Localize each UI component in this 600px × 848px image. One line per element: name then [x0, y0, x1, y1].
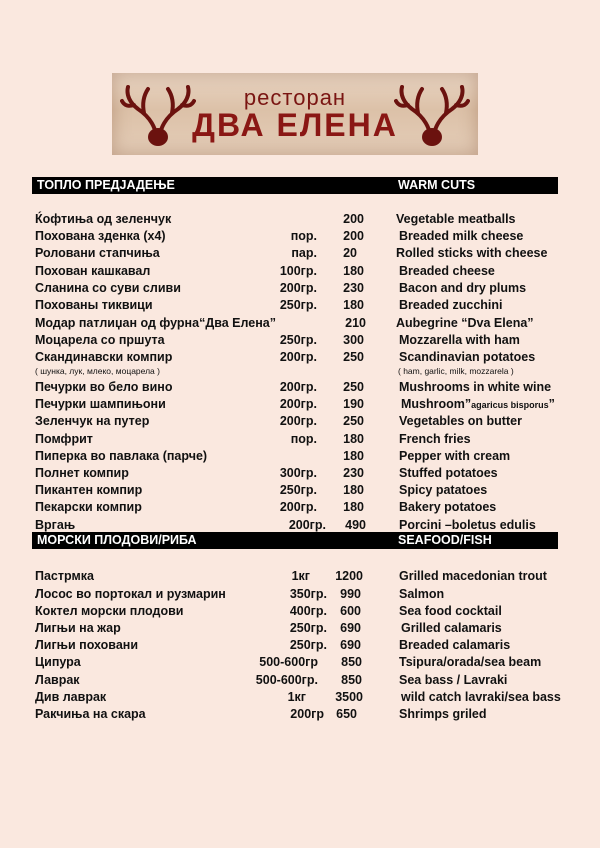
item-name-en-latin: agaricus bisporus	[471, 400, 549, 410]
item-name-en-text: Mushroom”	[401, 397, 472, 411]
item-name-en-text: Rolled sticks with cheese	[396, 246, 548, 260]
item-quantity: 200гр.	[279, 281, 317, 295]
item-name-mk: Похована зденка (x4)	[35, 229, 166, 243]
item-name-en	[399, 413, 522, 430]
item-price: 230	[343, 281, 364, 295]
menu-item-row	[0, 706, 600, 723]
item-price: 180	[343, 483, 364, 497]
item-name-en	[399, 228, 523, 245]
item-name-en-text: Sea bass / Lavraki	[399, 673, 508, 687]
item-name-en-text: Porcini –boletus edulis	[399, 518, 536, 532]
item-price: 180	[343, 500, 364, 514]
item-name-en	[399, 706, 487, 723]
menu-item-row	[0, 654, 600, 671]
logo-subtitle: ресторан	[243, 85, 347, 110]
item-name-en-text: Breaded calamaris	[399, 638, 511, 652]
item-name-en-text: Mushrooms in white wine	[399, 380, 552, 394]
item-name-en	[399, 349, 535, 366]
item-name-mk: Ракчиња на скара	[35, 707, 146, 721]
item-name-en	[399, 654, 541, 671]
item-quantity: 200гр.	[279, 397, 317, 411]
menu-item-row	[0, 280, 600, 297]
item-quantity: 200гр.	[279, 350, 317, 364]
item-name-mk: Похован кашкавал	[35, 264, 151, 278]
item-price: 650	[336, 707, 357, 721]
item-price: 20	[343, 246, 357, 260]
item-name-mk: Сланина со суви сливи	[35, 281, 181, 295]
item-price: 850	[341, 673, 362, 687]
item-name-en	[399, 672, 507, 689]
menu-item-row	[0, 315, 600, 332]
item-quantity: 250гр.	[289, 621, 327, 635]
item-note-mk: ( шунка, лук, млеко, моцарела )	[35, 366, 160, 376]
item-price: 180	[343, 298, 364, 312]
item-name-en	[396, 211, 516, 228]
item-name-mk: Ципура	[35, 655, 81, 669]
menu-item-row	[0, 263, 600, 280]
item-quantity: 250гр.	[279, 333, 317, 347]
item-quantity: 300гр.	[279, 466, 317, 480]
section-title-en: WARM CUTS	[398, 178, 476, 192]
item-name-en-text: Grilled calamaris	[401, 621, 502, 635]
section-header-seafood	[32, 532, 558, 549]
menu-item-row	[0, 245, 600, 262]
item-name-en-text: wild catch lavraki/sea bass	[401, 690, 561, 704]
item-quantity: 200гр.	[279, 380, 317, 394]
item-name-mk: Похованы тиквици	[35, 298, 153, 312]
item-name-mk: Пекарски компир	[35, 500, 142, 514]
item-quantity: 500-600гр	[259, 655, 318, 669]
menu-item-row	[0, 603, 600, 620]
item-name-en-text: Salmon	[399, 587, 445, 601]
item-name-en-text: Grilled macedonian trout	[399, 569, 547, 583]
item-price: 250	[343, 414, 364, 428]
item-price: 1200	[335, 569, 363, 583]
item-price: 250	[343, 350, 364, 364]
item-price: 990	[340, 587, 361, 601]
menu-item-row	[0, 349, 600, 366]
item-name-en	[399, 637, 510, 654]
item-name-mk: Скандинавски компир	[35, 350, 173, 364]
item-price: 180	[343, 432, 364, 446]
item-name-en-text: Mozzarella with ham	[399, 333, 520, 347]
item-price: 180	[343, 449, 364, 463]
section-title-mk: МОРСКИ ПЛОДОВИ/РИБА	[37, 533, 197, 547]
item-name-en-text: Bakery potatoes	[399, 500, 497, 514]
item-price: 690	[340, 638, 361, 652]
item-name-mk: Лигњи поховани	[35, 638, 139, 652]
item-name-mk: Лаврак	[35, 673, 80, 687]
item-name-mk: Див лаврак	[35, 690, 107, 704]
item-name-en-text: Aubegrine “Dva Elena”	[396, 316, 534, 330]
menu-item-row	[0, 297, 600, 314]
item-quantity: 200гр	[290, 707, 324, 721]
item-quantity: 250гр.	[279, 483, 317, 497]
item-quantity: 250гр.	[279, 298, 317, 312]
item-note-en: ( ham, garlic, milk, mozzarela )	[398, 366, 514, 376]
menu-item-row	[0, 228, 600, 245]
menu-item-row	[0, 379, 600, 396]
item-name-en	[399, 586, 444, 603]
item-quantity: 200гр.	[288, 518, 326, 532]
item-name-en-text: Breaded cheese	[399, 264, 495, 278]
item-quantity: пар.	[291, 246, 317, 260]
item-name-en	[401, 396, 555, 414]
item-price: 200	[343, 229, 364, 243]
item-name-en	[399, 379, 551, 396]
item-quantity: 350гр.	[289, 587, 327, 601]
item-quantity: пор.	[290, 229, 317, 243]
item-name-en	[399, 297, 503, 314]
item-name-mk: Помфрит	[35, 432, 93, 446]
item-name-en	[399, 517, 536, 534]
item-name-en-text: French fries	[399, 432, 471, 446]
item-name-en-text: Breaded milk cheese	[399, 229, 524, 243]
item-name-en	[399, 263, 495, 280]
menu-item-row	[0, 637, 600, 654]
item-name-mk: Печурки шампињони	[35, 397, 166, 411]
item-quantity: пор.	[290, 432, 317, 446]
item-name-en	[399, 603, 502, 620]
item-quantity: 100гр.	[279, 264, 317, 278]
item-name-mk: Коктел морски плодови	[35, 604, 184, 618]
section-title-mk: ТОПЛО ПРЕДЈАДЕЊЕ	[37, 178, 175, 192]
menu-item-row	[0, 211, 600, 228]
item-quantity: 1кг	[287, 690, 306, 704]
item-price: 850	[341, 655, 362, 669]
item-name-en	[399, 499, 496, 516]
item-quantity: 1кг	[291, 569, 310, 583]
menu-item-row	[0, 620, 600, 637]
item-name-mk: Роловани стапчиња	[35, 246, 160, 260]
item-name-mk: Модар патлиџан од фурна“Два Елена”	[35, 316, 276, 330]
menu-item-row	[0, 448, 600, 465]
item-name-mk: Пиперка во павлака (парче)	[35, 449, 208, 463]
item-price: 250	[343, 380, 364, 394]
restaurant-logo	[112, 73, 478, 155]
item-quantity: 200гр.	[279, 414, 317, 428]
item-name-mk: Моцарела со пршута	[35, 333, 165, 347]
menu-item-row	[0, 332, 600, 349]
menu-item-row	[0, 396, 600, 413]
item-price: 190	[343, 397, 364, 411]
item-name-en	[399, 431, 471, 448]
menu-item-row	[0, 517, 600, 534]
item-price: 3500	[335, 690, 363, 704]
item-name-en-text: Sea food cocktail	[399, 604, 502, 618]
item-price: 230	[343, 466, 364, 480]
menu-item-row	[0, 689, 600, 706]
menu-item-row	[0, 499, 600, 516]
item-name-mk: Лосос во портокал и рузмарин	[35, 587, 226, 601]
menu-item-row	[0, 568, 600, 585]
item-name-mk: Полнет компир	[35, 466, 129, 480]
item-name-en	[399, 568, 547, 585]
item-name-mk: Вргањ	[35, 518, 76, 532]
item-price: 210	[345, 316, 366, 330]
menu-item-row	[0, 465, 600, 482]
item-price: 600	[340, 604, 361, 618]
item-price: 490	[345, 518, 366, 532]
menu-item-row	[0, 482, 600, 499]
item-name-en-text: Bacon and dry plums	[399, 281, 527, 295]
item-name-en-tail: ”	[548, 397, 555, 411]
item-name-mk: Пикантен компир	[35, 483, 143, 497]
section-title-en: SEAFOOD/FISH	[398, 533, 492, 547]
item-name-en-text: Vegetables on butter	[399, 414, 522, 428]
item-price: 200	[343, 212, 364, 226]
item-quantity: 200гр.	[279, 500, 317, 514]
item-price: 300	[343, 333, 364, 347]
item-name-mk: Печурки во бело вино	[35, 380, 173, 394]
item-name-mk: Пастрмка	[35, 569, 94, 583]
logo-name: ДВА ЕЛЕНА	[192, 107, 398, 143]
item-name-en-text: Tsipura/orada/sea beam	[399, 655, 542, 669]
item-name-en	[399, 482, 487, 499]
item-price: 690	[340, 621, 361, 635]
item-name-en-text: Vegetable meatballs	[396, 212, 516, 226]
item-name-en	[399, 465, 498, 482]
section-header-warm-cuts	[32, 177, 558, 194]
item-name-en-text: Breaded zucchini	[399, 298, 503, 312]
menu-item-row	[0, 413, 600, 430]
item-name-en-text: Spicy patatoes	[399, 483, 488, 497]
item-name-en-text: Pepper with cream	[399, 449, 511, 463]
item-name-en	[399, 448, 510, 465]
item-name-en-text: Stuffed potatoes	[399, 466, 498, 480]
menu-item-row	[0, 586, 600, 603]
item-name-en	[396, 315, 534, 332]
item-quantity: 400гр.	[289, 604, 327, 618]
item-quantity: 500-600гр.	[255, 673, 318, 687]
item-name-mk: Лигњи на жар	[35, 621, 121, 635]
item-name-en	[401, 689, 561, 706]
item-name-en	[399, 332, 520, 349]
menu-item-row	[0, 672, 600, 689]
item-name-en-text: Scandinavian potatoes	[399, 350, 536, 364]
item-name-en	[399, 280, 526, 297]
item-name-en	[401, 620, 502, 637]
menu-item-row	[0, 431, 600, 448]
item-name-en	[396, 245, 547, 262]
item-quantity: 250гр.	[289, 638, 327, 652]
item-name-mk: Ќофтиња од зеленчук	[35, 212, 172, 226]
item-name-en-text: Shrimps griled	[399, 707, 487, 721]
item-name-mk: Зеленчук на путер	[35, 414, 150, 428]
item-price: 180	[343, 264, 364, 278]
